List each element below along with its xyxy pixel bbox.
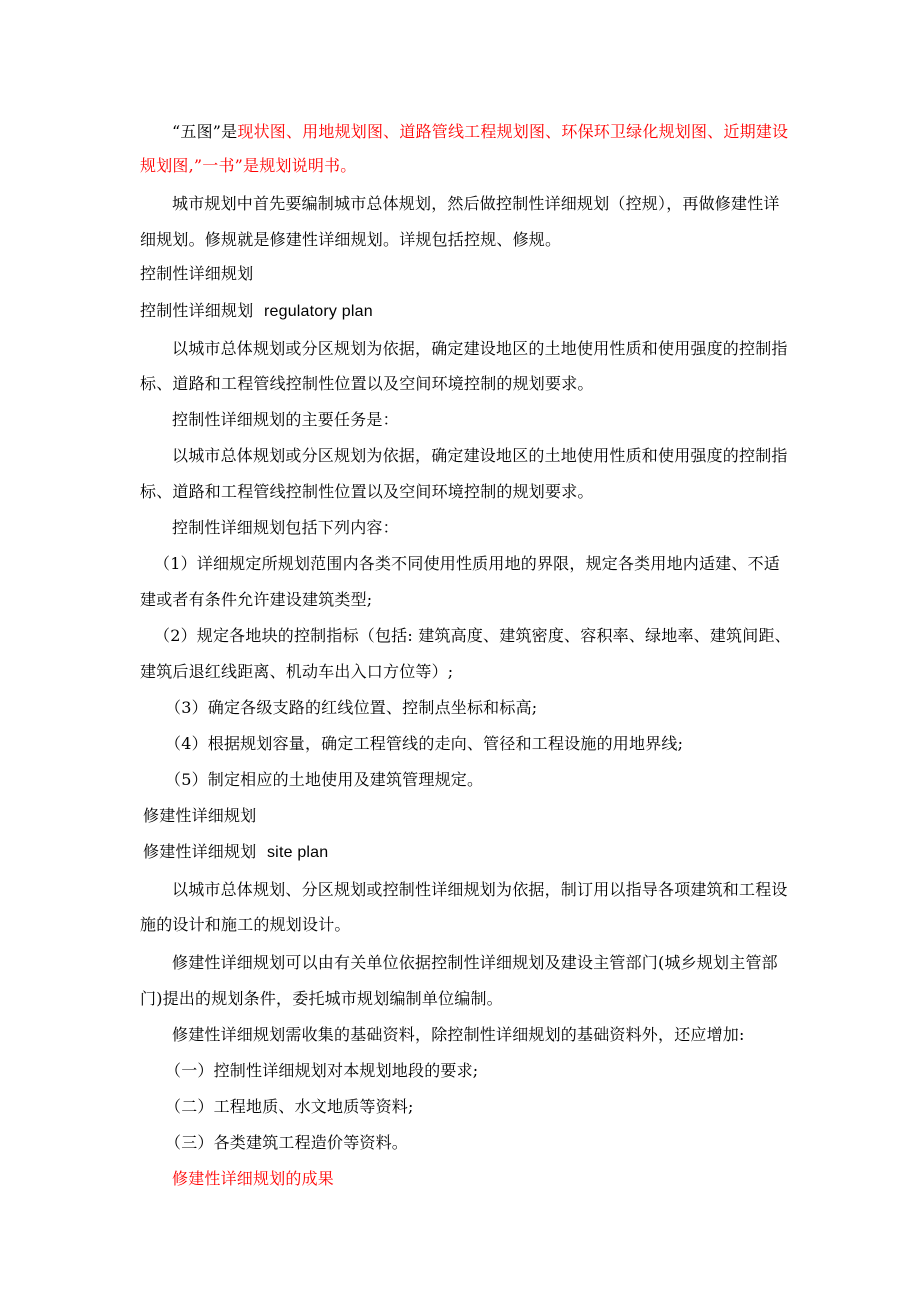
list2-item-3: （三）各类建筑工程造价等资料。: [165, 1133, 409, 1152]
list-item-4: （4）根据规划容量，确定工程管线的走向、管径和工程设施的用地界线;: [165, 734, 684, 753]
list-item-5: （5）制定相应的土地使用及建筑管理规定。: [165, 770, 484, 789]
paragraph-basic-materials: 修建性详细规划需收集的基础资料，除控制性详细规划的基础资料外，还应增加:: [172, 1025, 745, 1044]
five-maps-lead: “五图”是: [172, 122, 238, 141]
paragraph-site-plan-entrust-line2: 门)提出的规划条件，委托城市规划编制单位编制。: [140, 989, 503, 1008]
list-item-2-line1: （2）规定各地块的控制指标（包括: 建筑高度、建筑密度、容积率、绿地率、建筑间距、: [154, 626, 791, 645]
paragraph-site-plan-def-line2: 施的设计和施工的规划设计。: [140, 915, 351, 934]
heading-site-plan-en-en: site plan: [266, 844, 329, 861]
list-item-2-line2: 建筑后退红线距离、机动车出入口方位等）;: [140, 662, 454, 681]
paragraph-main-tasks: 控制性详细规划的主要任务是：: [172, 410, 399, 429]
heading-site-plan-en-cn: 修建性详细规划: [143, 842, 257, 861]
paragraph-main-tasks-def-line1: 以城市总体规划或分区规划为依据，确定建设地区的土地使用性质和使用强度的控制指: [172, 446, 788, 465]
paragraph-regulatory-def-line1: 以城市总体规划或分区规划为依据，确定建设地区的土地使用性质和使用强度的控制指: [172, 339, 788, 358]
list2-item-1: （一）控制性详细规划对本规划地段的要求;: [165, 1061, 479, 1080]
paragraph-site-plan-entrust-line1: 修建性详细规划可以由有关单位依据控制性详细规划及建设主管部门(城乡规划主管部: [172, 953, 778, 972]
paragraph-contents-intro: 控制性详细规划包括下列内容：: [172, 518, 399, 537]
five-maps-list: 现状图、用地规划图、道路管线工程规划图、环保环卫绿化规划图、近期建设: [237, 122, 789, 141]
list-item-3: （3）确定各级支路的红线位置、控制点坐标和标高;: [165, 698, 538, 717]
heading-regulatory: 控制性详细规划: [140, 264, 254, 283]
paragraph-regulatory-def-line2: 标、道路和工程管线控制性位置以及空间环境控制的规划要求。: [140, 374, 594, 393]
list2-item-2: （二）工程地质、水文地质等资料;: [165, 1097, 414, 1116]
heading-site-plan: 修建性详细规划: [143, 806, 257, 825]
paragraph-five-maps-line2: 规划图,”一书”是规划说明书。: [140, 156, 357, 175]
list-item-1-line1: （1）详细规定所规划范围内各类不同使用性质用地的界限，规定各类用地内适建、不适: [154, 554, 780, 573]
heading-regulatory-en: [140, 300, 373, 323]
heading-site-plan-en: [143, 841, 328, 864]
paragraph-planning-order-line2: 细规划。修规就是修建性详细规划。详规包括控规、修规。: [140, 230, 562, 249]
heading-regulatory-en-cn: 控制性详细规划: [140, 301, 254, 320]
paragraph-five-maps-line1: [172, 121, 788, 143]
paragraph-site-plan-def-line1: 以城市总体规划、分区规划或控制性详细规划为依据，制订用以指导各项建筑和工程设: [172, 880, 788, 899]
paragraph-planning-order-line1: 城市规划中首先要编制城市总体规划，然后做控制性详细规划（控规），再做修建性详: [172, 194, 780, 213]
paragraph-main-tasks-def-line2: 标、道路和工程管线控制性位置以及空间环境控制的规划要求。: [140, 482, 594, 501]
heading-site-plan-results: 修建性详细规划的成果: [172, 1169, 335, 1188]
list-item-1-line2: 建或者有条件允许建设建筑类型;: [140, 590, 373, 609]
heading-regulatory-en-en: regulatory plan: [263, 303, 373, 320]
